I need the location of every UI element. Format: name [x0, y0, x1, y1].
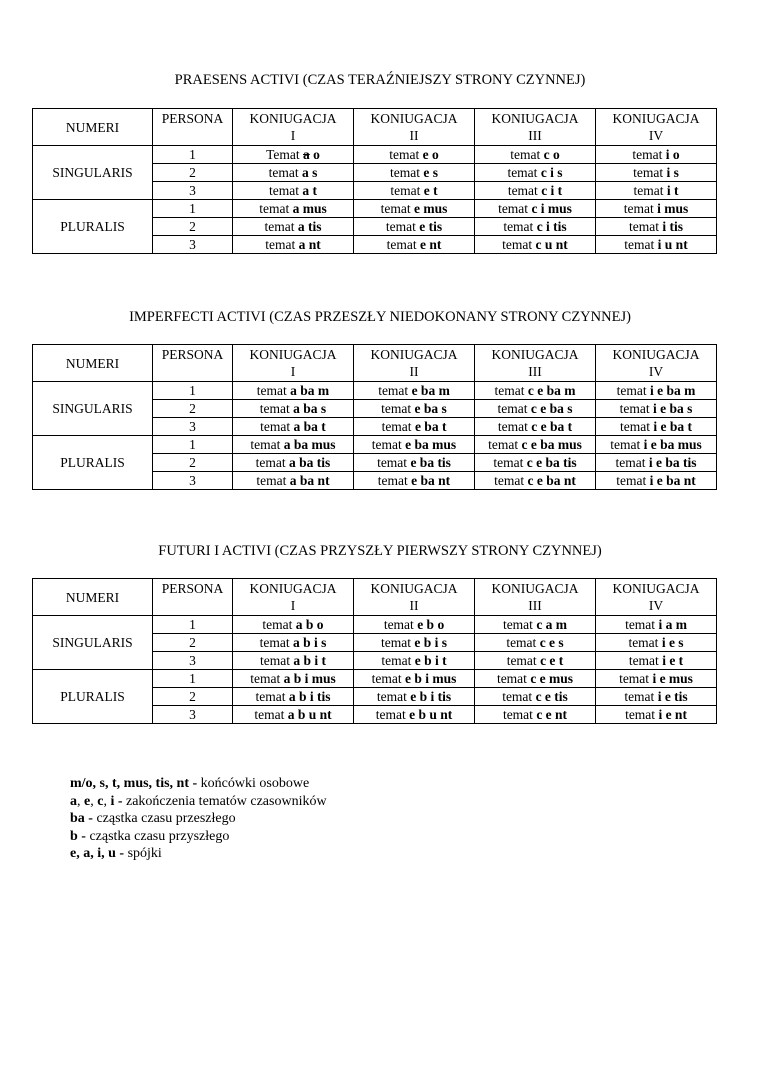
person-number: 1 [153, 382, 233, 400]
legend [70, 775, 327, 863]
form-cell: temat i e ba tis [596, 454, 717, 472]
form-cell: temat a ba nt [233, 472, 354, 490]
form-cell: temat e ba nt [354, 472, 475, 490]
form-cell: temat a ba m [233, 382, 354, 400]
form-cell: temat c a m [475, 616, 596, 634]
header-numeri: NUMERI [33, 579, 153, 616]
form-cell: temat e o [354, 146, 475, 164]
form-cell: temat e ba s [354, 400, 475, 418]
group-label: SINGULARIS [33, 382, 153, 436]
header-persona: PERSONA [153, 109, 233, 146]
table-imperfecti [32, 344, 717, 490]
form-cell: temat e ba m [354, 382, 475, 400]
table-row [33, 616, 717, 634]
form-cell: temat c e ba m [475, 382, 596, 400]
form-cell: temat a b o [233, 616, 354, 634]
legend-item-endings: m/o, s, t, mus, tis, nt - końcówki osobowe [70, 776, 310, 791]
table-futuri [32, 578, 717, 724]
form-cell: temat e s [354, 164, 475, 182]
person-number: 1 [153, 616, 233, 634]
form-cell: temat e b i s [354, 634, 475, 652]
form-cell: temat i e ba m [596, 382, 717, 400]
table-row [33, 436, 717, 454]
table-row [33, 670, 717, 688]
form-cell: temat i e t [596, 652, 717, 670]
header-koniugacja-3: KONIUGACJA III [475, 579, 596, 616]
form-cell: temat c i t [475, 182, 596, 200]
section-title-futuri: FUTURI I ACTIVI (CZAS PRZYSZŁY PIERWSZY STRONY CZYNNEJ) [158, 543, 602, 559]
form-cell: temat e b i tis [354, 688, 475, 706]
form-cell: temat i e nt [596, 706, 717, 724]
form-cell: temat e mus [354, 200, 475, 218]
person-number: 3 [153, 236, 233, 254]
form-cell: temat a b i tis [233, 688, 354, 706]
header-koniugacja-2: KONIUGACJA II [354, 109, 475, 146]
header-persona: PERSONA [153, 345, 233, 382]
form-cell: temat a mus [233, 200, 354, 218]
form-cell: temat a ba mus [233, 436, 354, 454]
form-cell: temat i e s [596, 634, 717, 652]
header-koniugacja-3: KONIUGACJA III [475, 109, 596, 146]
form-cell: temat c e ba s [475, 400, 596, 418]
table-praesens [32, 108, 717, 254]
person-number: 3 [153, 418, 233, 436]
form-cell: temat a b u nt [233, 706, 354, 724]
header-koniugacja-1: KONIUGACJA I [233, 345, 354, 382]
legend-item-stems: a, e, c, i - zakończenia tematów czasowników [70, 793, 327, 809]
form-cell: Temat a o [233, 146, 354, 164]
form-cell: temat a ba t [233, 418, 354, 436]
form-cell: temat c i s [475, 164, 596, 182]
form-cell: temat a tis [233, 218, 354, 236]
person-number: 2 [153, 218, 233, 236]
form-cell: temat e b u nt [354, 706, 475, 724]
form-cell: temat c e s [475, 634, 596, 652]
section-title-praesens: PRAESENS ACTIVI (CZAS TERAŹNIEJSZY STRONY CZYNNEJ) [174, 72, 586, 88]
person-number: 1 [153, 436, 233, 454]
header-koniugacja-4: KONIUGACJA IV [596, 579, 717, 616]
person-number: 2 [153, 688, 233, 706]
header-koniugacja-1: KONIUGACJA I [233, 109, 354, 146]
form-cell: temat a b i t [233, 652, 354, 670]
form-cell: temat c o [475, 146, 596, 164]
form-cell: temat e ba tis [354, 454, 475, 472]
header-numeri: NUMERI [33, 345, 153, 382]
group-label: PLURALIS [33, 670, 153, 724]
form-cell: temat i o [596, 146, 717, 164]
form-cell: temat i a m [596, 616, 717, 634]
form-cell: temat i e ba t [596, 418, 717, 436]
group-label: SINGULARIS [33, 616, 153, 670]
person-number: 3 [153, 472, 233, 490]
form-cell: temat i t [596, 182, 717, 200]
form-cell: temat c e tis [475, 688, 596, 706]
form-cell: temat i e mus [596, 670, 717, 688]
form-cell: temat e b i t [354, 652, 475, 670]
form-cell: temat e nt [354, 236, 475, 254]
header-persona: PERSONA [153, 579, 233, 616]
section-title-imperfecti: IMPERFECTI ACTIVI (CZAS PRZESZŁY NIEDOKONANY STRONY CZYNNEJ) [129, 309, 631, 325]
form-cell: temat i tis [596, 218, 717, 236]
form-cell: temat a ba tis [233, 454, 354, 472]
form-cell: temat i e tis [596, 688, 717, 706]
form-cell: temat e b i mus [354, 670, 475, 688]
form-cell: temat e b o [354, 616, 475, 634]
form-cell: temat a ba s [233, 400, 354, 418]
form-cell: temat a t [233, 182, 354, 200]
form-cell: temat e t [354, 182, 475, 200]
person-number: 1 [153, 200, 233, 218]
person-number: 1 [153, 146, 233, 164]
form-cell: temat i mus [596, 200, 717, 218]
header-numeri: NUMERI [33, 109, 153, 146]
header-koniugacja-2: KONIUGACJA II [354, 345, 475, 382]
person-number: 2 [153, 634, 233, 652]
form-cell: temat i s [596, 164, 717, 182]
form-cell: temat c u nt [475, 236, 596, 254]
header-koniugacja-4: KONIUGACJA IV [596, 109, 717, 146]
form-cell: temat c e nt [475, 706, 596, 724]
table-row [33, 382, 717, 400]
form-cell: temat e tis [354, 218, 475, 236]
form-cell: temat c e ba tis [475, 454, 596, 472]
person-number: 1 [153, 670, 233, 688]
legend-item-past-particle: ba - cząstka czasu przeszłego [70, 811, 236, 826]
form-cell: temat a nt [233, 236, 354, 254]
person-number: 3 [153, 182, 233, 200]
form-cell: temat c i tis [475, 218, 596, 236]
form-cell: temat i e ba nt [596, 472, 717, 490]
legend-item-future-particle: b - cząstka czasu przyszłego [70, 828, 230, 844]
header-koniugacja-3: KONIUGACJA III [475, 345, 596, 382]
header-koniugacja-1: KONIUGACJA I [233, 579, 354, 616]
table-row [33, 200, 717, 218]
form-cell: temat c e t [475, 652, 596, 670]
group-label: SINGULARIS [33, 146, 153, 200]
form-cell: temat a b i mus [233, 670, 354, 688]
person-number: 3 [153, 652, 233, 670]
form-cell: temat c e ba mus [475, 436, 596, 454]
legend-item-connectives: e, a, i, u - spójki [70, 846, 162, 861]
form-cell: temat i e ba s [596, 400, 717, 418]
form-cell: temat c e mus [475, 670, 596, 688]
form-cell: temat e ba t [354, 418, 475, 436]
person-number: 2 [153, 164, 233, 182]
form-cell: temat i u nt [596, 236, 717, 254]
form-cell: temat a b i s [233, 634, 354, 652]
form-cell: temat e ba mus [354, 436, 475, 454]
person-number: 2 [153, 400, 233, 418]
header-koniugacja-2: KONIUGACJA II [354, 579, 475, 616]
table-row [33, 146, 717, 164]
form-cell: temat c e ba nt [475, 472, 596, 490]
group-label: PLURALIS [33, 200, 153, 254]
form-cell: temat a s [233, 164, 354, 182]
group-label: PLURALIS [33, 436, 153, 490]
person-number: 2 [153, 454, 233, 472]
header-koniugacja-4: KONIUGACJA IV [596, 345, 717, 382]
person-number: 3 [153, 706, 233, 724]
form-cell: temat c i mus [475, 200, 596, 218]
form-cell: temat i e ba mus [596, 436, 717, 454]
form-cell: temat c e ba t [475, 418, 596, 436]
